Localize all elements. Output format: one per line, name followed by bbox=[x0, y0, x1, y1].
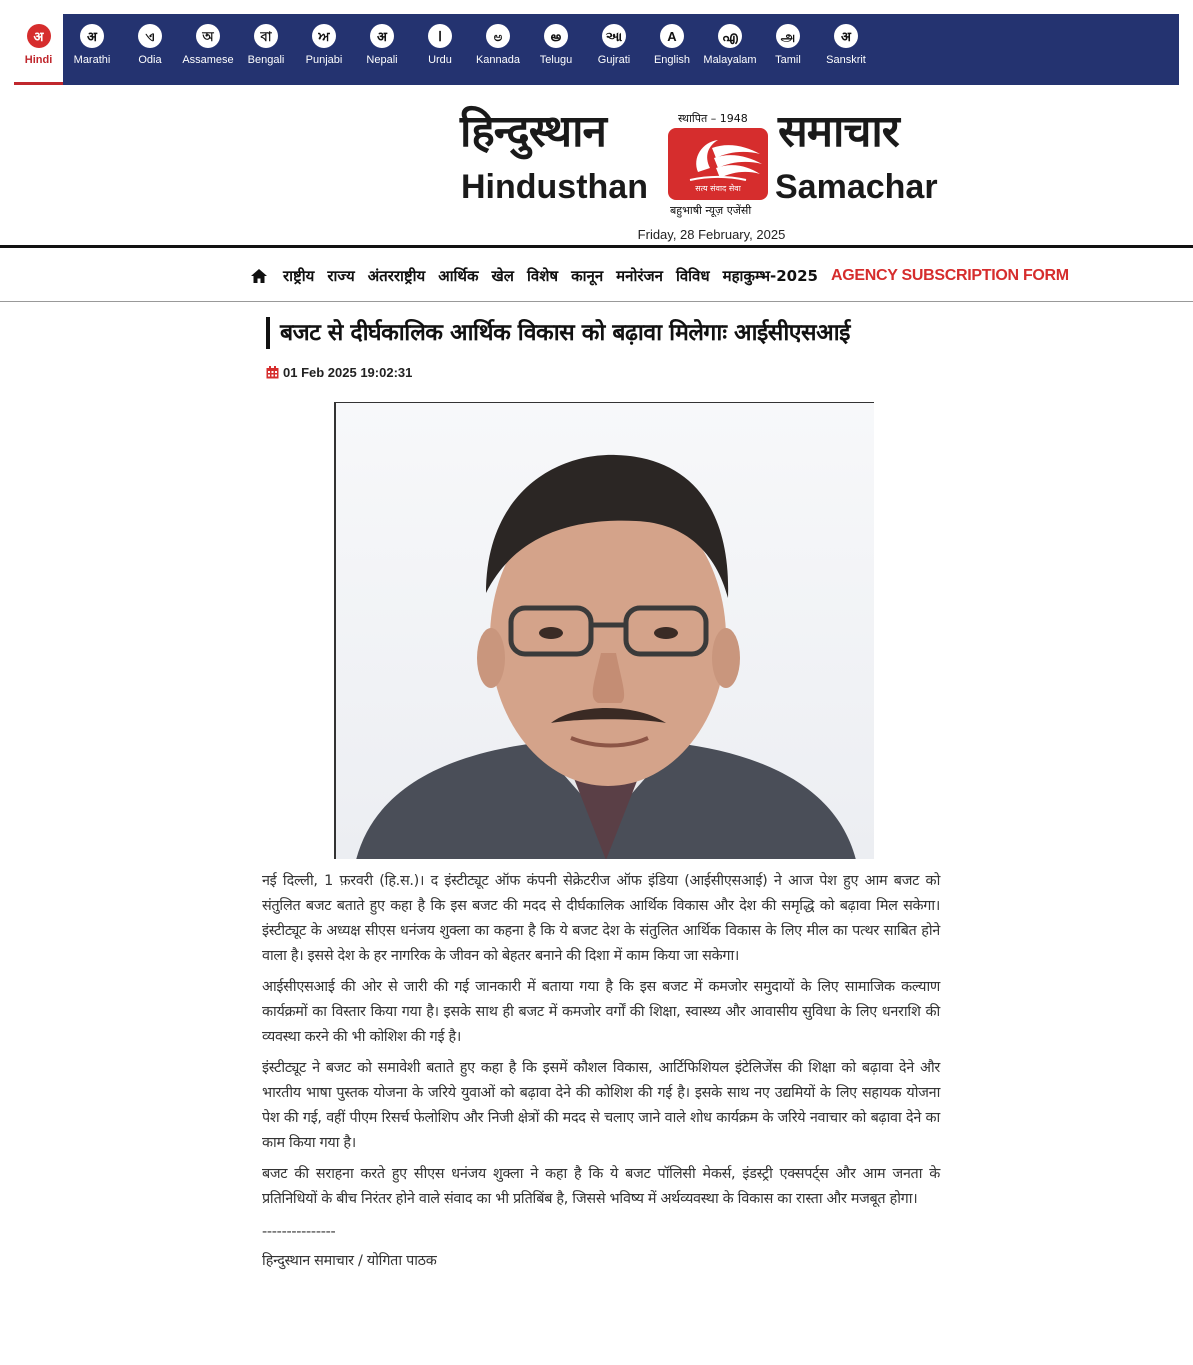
language-label: English bbox=[653, 54, 691, 66]
language-glyph-icon: ଏ bbox=[138, 24, 162, 48]
language-tab-bengali[interactable] bbox=[237, 14, 295, 85]
main-nav bbox=[250, 262, 1069, 290]
language-label: Sanskrit bbox=[826, 54, 866, 66]
language-glyph-icon: എ bbox=[718, 24, 742, 48]
language-label: Assamese bbox=[182, 54, 234, 66]
nav-agency-subscription-link[interactable]: AGENCY SUBSCRIPTION FORM bbox=[830, 267, 1069, 284]
article-meta bbox=[266, 365, 412, 380]
article-separator: --------------- bbox=[262, 1224, 336, 1240]
nav-item[interactable]: राज्य bbox=[327, 267, 355, 285]
language-tab-odia[interactable] bbox=[121, 14, 179, 85]
language-label: Tamil bbox=[775, 54, 801, 66]
language-bar bbox=[14, 14, 1179, 85]
language-glyph-icon: A bbox=[660, 24, 684, 48]
language-tab-hindi[interactable] bbox=[14, 14, 63, 85]
article-title: बजट से दीर्घकालिक आर्थिक विकास को बढ़ावा मिलेगाः आईसीएसआई bbox=[266, 317, 850, 349]
nav-item[interactable]: अंतरराष्ट्रीय bbox=[367, 267, 426, 285]
current-date: Friday, 28 February, 2025 bbox=[637, 227, 786, 242]
calendar-icon bbox=[266, 366, 279, 379]
language-tab-sanskrit[interactable] bbox=[817, 14, 875, 85]
language-label: Gujrati bbox=[597, 54, 631, 66]
language-glyph-icon: அ bbox=[776, 24, 800, 48]
language-label: Urdu bbox=[428, 54, 452, 66]
language-tab-kannada[interactable] bbox=[469, 14, 527, 85]
language-tab-marathi[interactable] bbox=[63, 14, 121, 85]
article-paragraph: बजट की सराहना करते हुए सीएस धनंजय शुक्ला ने कहा है कि ये बजट पॉलिसी मेकर्स, इंडस्ट्री एक्सपर्ट्स और आम जनता के प्रतिनिधियों के बीच निरंतर होने वाले संवाद का भी प्रतिबिंब है, जिससे भविष्य में अर्थव्यवस्था के विकास का रास्ता और मजबूत होगा। bbox=[262, 1166, 940, 1207]
language-glyph-icon: ا bbox=[428, 24, 452, 48]
language-tab-tamil[interactable] bbox=[759, 14, 817, 85]
nav-top-rule bbox=[0, 245, 1193, 248]
logo-name-english-left: Hindusthan bbox=[461, 168, 648, 206]
language-tab-nepali[interactable] bbox=[353, 14, 411, 85]
language-label: Nepali bbox=[366, 54, 398, 66]
nav-bottom-rule bbox=[0, 301, 1193, 302]
nav-item[interactable]: मनोरंजन bbox=[616, 267, 663, 285]
article-paragraph: आईसीएसआई की ओर से जारी की गई जानकारी में बताया गया है कि इस बजट में कमजोर समुदायों के लिए सामाजिक कल्याण कार्यक्रमों का विस्तार किया गया है। इसके साथ ही बजट में कमजोर वर्गों की शिक्षा, स्वास्थ्य और आवासीय सुविधा के लिए धनराशि की व्यवस्था करने की भी कोशिश की गई है। bbox=[262, 979, 940, 1045]
language-glyph-icon: ਅ bbox=[312, 24, 336, 48]
nav-item[interactable]: विशेष bbox=[526, 267, 559, 285]
language-tab-punjabi[interactable] bbox=[295, 14, 353, 85]
article-body bbox=[262, 869, 940, 1274]
language-glyph-icon: বা bbox=[254, 24, 278, 48]
article-datetime: 01 Feb 2025 19:02:31 bbox=[283, 365, 413, 380]
language-label: Malayalam bbox=[703, 54, 757, 66]
language-glyph-icon: આ bbox=[602, 24, 626, 48]
home-icon[interactable] bbox=[250, 267, 268, 285]
logo-tagline: बहुभाषी न्यूज़ एजेंसी bbox=[670, 204, 752, 217]
language-glyph-icon: अ bbox=[27, 24, 51, 48]
language-glyph-icon: अ bbox=[834, 24, 858, 48]
logo-name-english-right: Samachar bbox=[775, 168, 938, 206]
language-tab-malayalam[interactable] bbox=[701, 14, 759, 85]
article-paragraph: नई दिल्ली, 1 फ़रवरी (हि.स.)। द इंस्टीट्यूट ऑफ कंपनी सेक्रेटरीज ऑफ इंडिया (आईसीएसआई) ने आज पेश हुए आम बजट को संतुलित बजट बताते हुए कहा है कि इस बजट की मदद से दीर्घकालिक आर्थिक विकास और देश की समृद्धि को बढ़ावा मिल सकेगा। इंस्टीट्यूट के अध्यक्ष सीएस धनंजय शुक्ला का कहना है कि ये बजट देश के संतुलित आर्थिक विकास के लिए मील का पत्थर साबित होने वाला है। इससे देश के हर नागरिक के जीवन को बेहतर बनाने की दिशा में काम किया जा सकेगा। bbox=[262, 873, 940, 964]
language-label: Bengali bbox=[247, 54, 285, 66]
logo-motto: सत्य संवाद सेवा bbox=[695, 184, 741, 193]
language-tab-gujrati[interactable] bbox=[585, 14, 643, 85]
masthead-logo[interactable] bbox=[440, 100, 980, 230]
language-glyph-icon: అ bbox=[544, 24, 568, 48]
language-label: Kannada bbox=[475, 54, 521, 66]
nav-item[interactable]: आर्थिक bbox=[438, 267, 479, 285]
logo-name-hindi-left: हिन्दुस्थान bbox=[460, 106, 606, 157]
language-label: Marathi bbox=[73, 54, 111, 66]
logo-emblem-icon bbox=[668, 128, 768, 200]
language-tab-assamese[interactable] bbox=[179, 14, 237, 85]
nav-item[interactable]: कानून bbox=[571, 267, 604, 285]
language-tab-urdu[interactable] bbox=[411, 14, 469, 85]
nav-item[interactable]: खेल bbox=[491, 267, 514, 285]
language-tab-english[interactable] bbox=[643, 14, 701, 85]
article-photo bbox=[334, 402, 874, 859]
language-label: Telugu bbox=[539, 54, 573, 66]
language-label: Punjabi bbox=[305, 54, 343, 66]
article-paragraph: इंस्टीट्यूट ने बजट को समावेशी बताते हुए कहा है कि इसमें कौशल विकास, आर्टिफिशियल इंटेलिजेंस की शिक्षा को बढ़ावा देने और भारतीय भाषा पुस्तक योजना के जरिये युवाओं को बढ़ावा देने की कोशिश की गई है। इसके साथ नए उद्यमियों के लिए सहायक योजना पेश की गई, वहीं पीएम रिसर्च फेलोशिप और निजी क्षेत्रों की मदद से चलाए जाने वाले शोध कार्यक्रम के जरिये नवाचार को बढ़ावा देने का काम किया गया है। bbox=[262, 1060, 940, 1151]
language-tab-telugu[interactable] bbox=[527, 14, 585, 85]
logo-established: स्थापित – 1948 bbox=[678, 112, 748, 125]
language-label: Hindi bbox=[24, 54, 53, 66]
language-glyph-icon: अ bbox=[80, 24, 104, 48]
language-glyph-icon: অ bbox=[196, 24, 220, 48]
nav-item[interactable]: राष्ट्रीय bbox=[283, 267, 315, 285]
article-byline: हिन्दुस्थान समाचार / योगिता पाठक bbox=[262, 1253, 437, 1269]
logo-name-hindi-right: समाचार bbox=[778, 106, 899, 157]
language-label: Odia bbox=[138, 54, 162, 66]
nav-item[interactable]: विविध bbox=[675, 267, 710, 285]
nav-item[interactable]: महाकुम्भ-2025 bbox=[722, 267, 818, 285]
language-glyph-icon: ಅ bbox=[486, 24, 510, 48]
language-glyph-icon: अ bbox=[370, 24, 394, 48]
